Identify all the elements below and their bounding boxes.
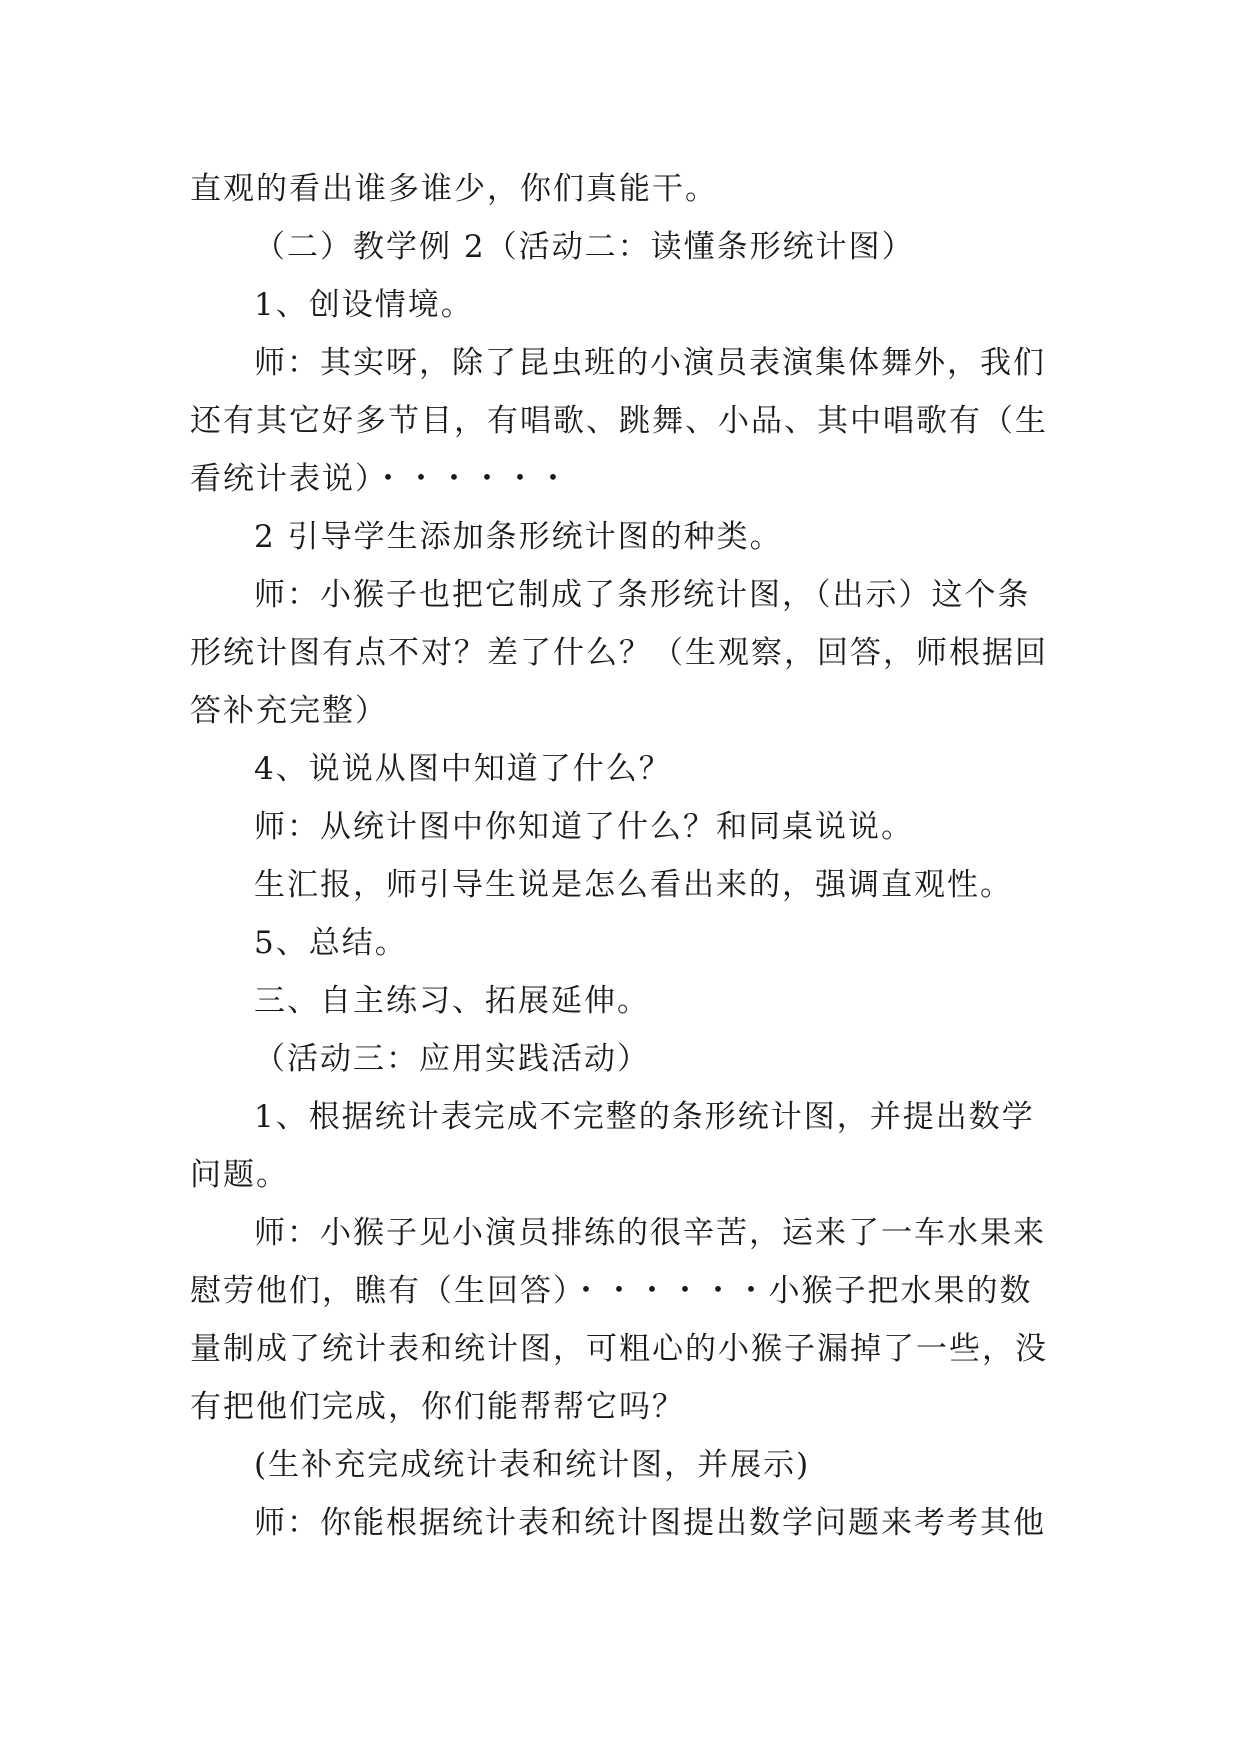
text-line-10: 答补充完整）	[190, 693, 388, 729]
text-line-21: 量制成了统计表和统计图，可粗心的小猴子漏掉了一些，没	[190, 1331, 1048, 1367]
text-line-13: 生汇报，师引导生说是怎么看出来的，强调直观性。	[254, 867, 1013, 903]
text-line-14: 5、总结。	[254, 925, 408, 961]
text-line-8: 师：小猴子也把它制成了条形统计图，（出示）这个条	[254, 577, 1031, 613]
text-line-7: 2 引导学生添加条形统计图的种类。	[254, 519, 783, 555]
text-line-20: 慰劳他们，瞧有（生回答）・・・・・・小猴子把水果的数	[190, 1273, 1033, 1309]
text-line-2: （二）教学例 2（活动二：读懂条形统计图）	[254, 229, 915, 265]
text-line-17: 1、根据统计表完成不完整的条形统计图，并提出数学	[254, 1099, 1035, 1135]
text-line-24: 师：你能根据统计表和统计图提出数学问题来考考其他	[254, 1505, 1046, 1541]
text-line-6: 看统计表说）・・・・・・	[190, 461, 571, 497]
text-line-12: 师：从统计图中你知道了什么？和同桌说说。	[254, 809, 914, 845]
text-line-5: 还有其它好多节目，有唱歌、跳舞、小品、其中唱歌有（生	[190, 403, 1048, 439]
text-line-11: 4、说说从图中知道了什么？	[254, 751, 672, 787]
text-line-23: (生补充完成统计表和统计图，并展示)	[254, 1447, 811, 1483]
text-line-3: 1、创设情境。	[254, 287, 474, 323]
text-line-4: 师：其实呀，除了昆虫班的小演员表演集体舞外，我们	[254, 345, 1046, 381]
text-line-9: 形统计图有点不对？差了什么？（生观察，回答，师根据回	[190, 635, 1048, 671]
text-line-16: （活动三：应用实践活动）	[254, 1041, 650, 1077]
text-line-19: 师：小猴子见小演员排练的很辛苦，运来了一车水果来	[254, 1215, 1046, 1251]
text-line-1: 直观的看出谁多谁少，你们真能干。	[190, 171, 718, 207]
text-line-15: 三、自主练习、拓展延伸。	[254, 983, 650, 1019]
text-line-22: 有把他们完成，你们能帮帮它吗？	[190, 1389, 685, 1425]
document-body	[190, 160, 1050, 1552]
text-line-18: 问题。	[190, 1157, 289, 1193]
